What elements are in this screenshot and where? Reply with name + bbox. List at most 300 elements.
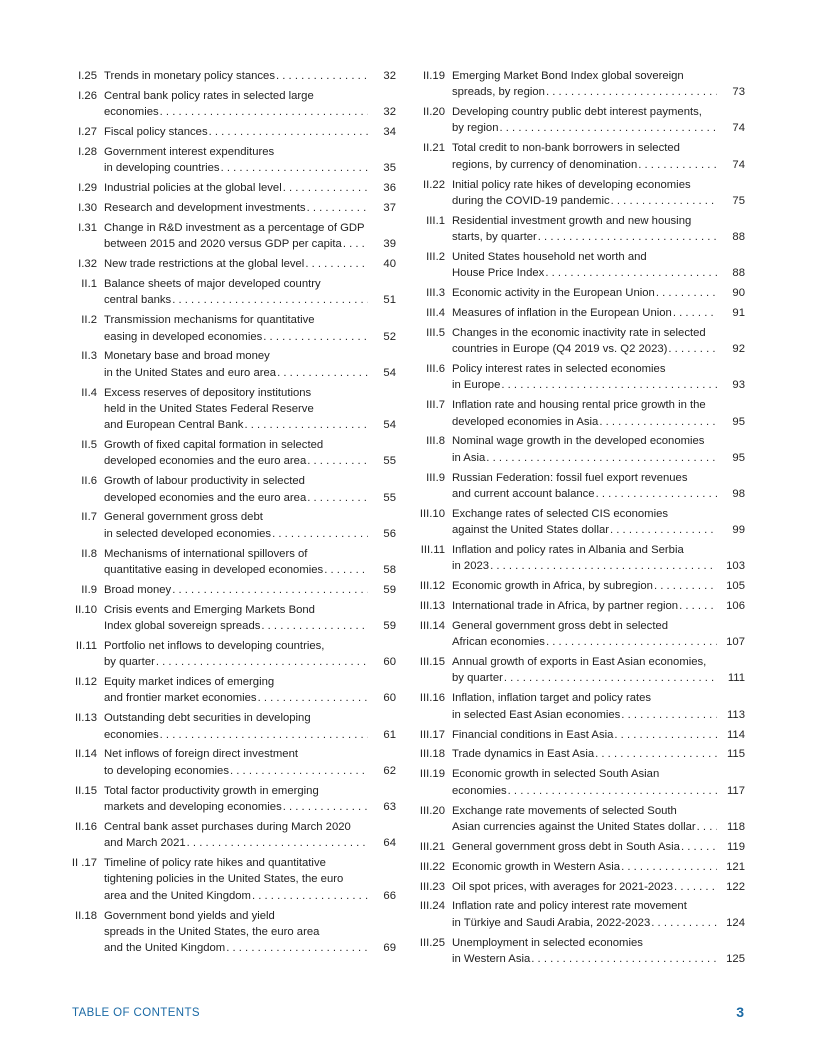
dot-leader	[537, 229, 717, 245]
figure-title-line: Developing country public debt interest payments,	[452, 106, 702, 119]
toc-entry[interactable]	[416, 690, 745, 723]
page-number[interactable]: 106	[726, 600, 745, 613]
dot-leader	[275, 68, 368, 84]
figure-title-line: Index global sovereign spreads	[104, 620, 261, 632]
figure-title-line: economies	[104, 106, 159, 119]
page-number[interactable]: 32	[383, 106, 396, 119]
toc-entry[interactable]	[416, 578, 745, 594]
dot-leader	[229, 763, 368, 779]
toc-entry[interactable]	[416, 140, 745, 173]
figure-number: II.5	[81, 439, 97, 452]
figure-title-line: Exchange rates of selected CIS economies	[452, 507, 669, 520]
figure-title-line: Measures of inflation in the European Union	[452, 307, 672, 320]
dot-leader	[282, 799, 368, 815]
figure-number: I.27	[78, 126, 97, 139]
toc-entry[interactable]	[70, 124, 396, 140]
figure-title-line: Economic growth in Western Asia	[452, 860, 621, 873]
toc-entry[interactable]	[70, 509, 396, 542]
toc-entry[interactable]	[70, 602, 396, 635]
figure-title-line: economies	[452, 784, 507, 797]
dot-leader	[545, 84, 717, 100]
figure-title-line: Inflation, inflation target and policy rates	[452, 692, 652, 705]
figure-number: III.4	[426, 307, 445, 320]
dot-leader	[260, 618, 368, 634]
footer-section-label: TABLE OF CONTENTS	[72, 1007, 200, 1019]
figure-number: III.14	[419, 620, 445, 632]
page-number[interactable]: 62	[383, 764, 396, 777]
page-number[interactable]: 88	[732, 231, 745, 244]
page-number[interactable]: 55	[383, 455, 396, 468]
figure-title-line: New trade restrictions at the global level	[104, 258, 305, 271]
dot-leader	[598, 414, 717, 430]
dot-leader	[620, 859, 717, 875]
figure-title-line: between 2015 and 2020 versus GDP per capita	[104, 238, 342, 251]
toc-entry[interactable]	[416, 68, 745, 101]
figure-title-line: spreads in the United States, the euro area	[104, 925, 320, 938]
figure-title-line: Transmission mechanisms for quantitative	[104, 314, 315, 327]
toc-entry[interactable]	[416, 177, 745, 210]
toc-entry[interactable]	[416, 433, 745, 466]
figure-title-line: developed economies and the euro area	[104, 455, 307, 468]
dot-leader	[159, 104, 368, 120]
page-number[interactable]: 54	[383, 366, 396, 379]
figure-number: II.3	[81, 350, 97, 363]
page-number[interactable]: 103	[726, 560, 745, 573]
toc-entry[interactable]	[70, 180, 396, 196]
dot-leader	[323, 562, 368, 578]
toc-entry[interactable]	[416, 935, 745, 968]
page-number[interactable]: 60	[383, 656, 396, 669]
dot-leader	[678, 598, 717, 614]
toc-entry[interactable]	[416, 361, 745, 394]
toc-entry[interactable]	[416, 598, 745, 614]
toc-right-column	[416, 68, 745, 971]
figure-title-line: Timeline of policy rate hikes and quantitative	[104, 857, 326, 870]
figure-number: II.7	[81, 511, 97, 524]
dot-leader	[489, 558, 717, 574]
figure-number: II.2	[81, 314, 97, 327]
figure-number: II.8	[81, 547, 97, 560]
figure-title-line: Net inflows of foreign direct investment	[104, 748, 299, 761]
dot-leader	[673, 879, 717, 895]
figure-title-line: House Price Index	[452, 267, 545, 280]
figure-title-line: easing in developed economies	[104, 330, 263, 343]
toc-entry[interactable]	[70, 546, 396, 579]
toc-entry[interactable]	[416, 305, 745, 321]
dot-leader	[544, 265, 717, 281]
figure-number: III.17	[419, 728, 445, 741]
page-number[interactable]: 52	[383, 330, 396, 343]
figure-number: II.19	[423, 70, 445, 82]
figure-number: III.10	[419, 507, 445, 520]
figure-title-line: in Europe	[452, 379, 501, 392]
page-number[interactable]: 119	[726, 840, 745, 853]
toc-entry[interactable]	[416, 470, 745, 503]
toc-entry[interactable]	[70, 256, 396, 272]
toc-entry[interactable]	[70, 348, 396, 381]
page-number[interactable]: 66	[383, 889, 396, 902]
page-number[interactable]: 34	[383, 126, 396, 139]
figure-number: II.4	[81, 386, 97, 399]
page-number[interactable]: 59	[383, 620, 396, 632]
toc-entry[interactable]	[70, 220, 396, 253]
figure-number: III.19	[419, 768, 445, 781]
page-number[interactable]: 35	[383, 162, 396, 175]
page-number[interactable]: 69	[383, 942, 396, 955]
dot-leader	[262, 329, 368, 345]
dot-leader	[159, 727, 368, 743]
figure-title-line: to developing economies	[104, 764, 229, 777]
figure-title-line: Research and development investments	[104, 202, 306, 215]
page-number[interactable]: 36	[383, 182, 396, 195]
dot-leader	[186, 835, 368, 851]
figure-title-line: Portfolio net inflows to developing countries,	[104, 639, 325, 652]
figure-title-line: Oil spot prices, with averages for 2021-2023	[452, 880, 674, 893]
toc-entry[interactable]	[70, 276, 396, 309]
page-number[interactable]: 125	[726, 952, 745, 965]
figure-title-line: and March 2021	[104, 837, 186, 850]
dot-leader	[171, 292, 368, 308]
figure-title-line: starts, by quarter	[452, 231, 537, 244]
figure-title-line: in Asia	[452, 451, 486, 464]
page-number[interactable]: 88	[732, 267, 745, 280]
page-number[interactable]: 113	[726, 708, 745, 721]
toc-entry[interactable]	[70, 144, 396, 177]
figure-title-line: developed economies in Asia	[452, 415, 599, 428]
figure-number: I.29	[78, 182, 97, 195]
figure-number: III.7	[426, 399, 445, 412]
page-number[interactable]: 40	[383, 258, 396, 271]
dot-leader	[485, 450, 717, 466]
toc-entry[interactable]	[70, 582, 396, 598]
figure-title-line: and the United Kingdom	[104, 942, 226, 955]
toc-entry[interactable]	[416, 213, 745, 246]
toc-entry[interactable]	[70, 312, 396, 345]
toc-entry[interactable]	[70, 200, 396, 216]
figure-number: II.6	[81, 475, 97, 488]
toc-entry[interactable]	[70, 68, 396, 84]
page-number[interactable]: 114	[726, 728, 745, 741]
toc-entry[interactable]	[416, 285, 745, 301]
figure-title-line: and current account balance	[452, 487, 595, 500]
dot-leader	[595, 486, 717, 502]
figure-title-line: developed economies and the euro area	[104, 491, 307, 504]
figure-number: II.16	[75, 820, 97, 833]
page-number[interactable]: 90	[732, 287, 745, 300]
figure-title-line: by quarter	[452, 672, 503, 685]
page-number[interactable]: 107	[726, 636, 745, 649]
page-number[interactable]: 98	[732, 487, 745, 500]
toc-entry[interactable]	[416, 766, 745, 799]
figure-title-line: Economic growth in Africa, by subregion	[452, 580, 653, 593]
dot-leader	[530, 951, 717, 967]
figure-number: III.15	[419, 656, 445, 669]
figure-number: III.1	[426, 214, 445, 227]
figure-number: II.10	[75, 603, 97, 616]
figure-title-line: General government gross debt in selected	[452, 620, 669, 632]
figure-title-line: Annual growth of exports in East Asian economies,	[452, 656, 707, 669]
figure-number: III.16	[419, 692, 445, 705]
figure-title-line: Monetary base and broad money	[104, 350, 270, 363]
figure-title-line: markets and developing economies	[104, 800, 282, 813]
figure-number: I.28	[78, 145, 97, 158]
toc-entry[interactable]	[70, 710, 396, 743]
toc-left-column	[70, 68, 396, 960]
dot-leader	[306, 200, 368, 216]
figure-title-line: regions, by currency of denomination	[452, 158, 638, 171]
figure-number: III.22	[419, 860, 445, 873]
figure-title-line: Outstanding debt securities in developing	[104, 712, 311, 725]
figure-title-line: Crisis events and Emerging Markets Bond	[104, 603, 315, 616]
figure-title-line: economies	[104, 728, 159, 741]
toc-entry[interactable]	[70, 908, 396, 957]
toc-entry[interactable]	[70, 674, 396, 707]
page-number[interactable]: 99	[732, 524, 745, 537]
page-number[interactable]: 117	[726, 784, 745, 797]
page-number[interactable]: 63	[383, 800, 396, 813]
page-number[interactable]: 39	[383, 238, 396, 251]
figure-number: II.14	[75, 748, 97, 761]
toc-entry[interactable]	[416, 325, 745, 358]
dot-leader	[155, 654, 368, 670]
dot-leader	[545, 634, 717, 650]
figure-number: II.22	[423, 178, 445, 191]
toc-entry[interactable]	[70, 783, 396, 816]
figure-title-line: Mechanisms of international spillovers of	[104, 547, 308, 560]
dot-leader	[503, 670, 717, 686]
figure-title-line: and frontier market economies	[104, 692, 257, 705]
figure-title-line: tightening policies in the United States, the euro	[104, 873, 344, 886]
figure-number: II.12	[75, 676, 97, 689]
page-number[interactable]: 64	[383, 837, 396, 850]
dot-leader	[500, 377, 717, 393]
figure-title-line: Initial policy rate hikes of developing economies	[452, 178, 691, 191]
figure-title-line: Exchange rate movements of selected South	[452, 804, 677, 817]
toc-entry[interactable]	[70, 88, 396, 121]
page-number[interactable]: 59	[383, 583, 396, 596]
page-number[interactable]: 124	[726, 916, 745, 929]
figure-title-line: Central bank policy rates in selected large	[104, 89, 314, 102]
figure-number: III.8	[426, 435, 445, 448]
figure-number: III.6	[426, 363, 445, 376]
figure-title-line: Policy interest rates in selected economies	[452, 363, 666, 376]
toc-entry[interactable]	[416, 397, 745, 430]
figure-number: II .17	[71, 857, 97, 870]
dot-leader	[304, 256, 368, 272]
figure-title-line: in selected East Asian economies	[452, 708, 621, 721]
toc-entry[interactable]	[416, 654, 745, 687]
figure-title-line: Unemployment in selected economies	[452, 936, 643, 949]
figure-title-line: General government gross debt in South Asia	[452, 840, 680, 853]
figure-number: III.13	[419, 600, 445, 613]
dot-leader	[171, 582, 368, 598]
figure-title-line: Financial conditions in East Asia	[452, 728, 614, 741]
toc-entry[interactable]	[416, 506, 745, 539]
figure-number: III.23	[419, 880, 445, 893]
figure-title-line: by region	[452, 122, 499, 135]
figure-title-line: Emerging Market Bond Index global sovereign	[452, 70, 684, 82]
figure-title-line: countries in Europe (Q4 2019 vs. Q2 2023)	[452, 343, 668, 356]
toc-entry[interactable]	[416, 839, 745, 855]
page-number[interactable]: 73	[732, 86, 745, 99]
figure-title-line: held in the United States Federal Reserve	[104, 402, 314, 415]
figure-title-line: Industrial policies at the global level	[104, 182, 282, 195]
figure-title-line: Growth of labour productivity in selected	[104, 475, 305, 488]
dot-leader	[637, 157, 717, 173]
page-number[interactable]: 95	[732, 415, 745, 428]
figure-number: II.21	[423, 142, 445, 155]
figure-title-line: in selected developed economies	[104, 527, 272, 540]
figure-title-line: spreads, by region	[452, 86, 545, 99]
dot-leader	[220, 160, 368, 176]
page-number[interactable]: 91	[732, 307, 745, 320]
figure-title-line: Economic growth in selected South Asian	[452, 768, 660, 781]
toc-entry[interactable]	[416, 618, 745, 651]
toc-entry[interactable]	[416, 859, 745, 875]
figure-title-line: by quarter	[104, 656, 155, 669]
figure-title-line: Government interest expenditures	[104, 145, 275, 158]
toc-entry[interactable]	[70, 746, 396, 779]
page-number[interactable]: 74	[732, 122, 745, 135]
page-number[interactable]: 118	[726, 820, 745, 833]
figure-title-line: International trade in Africa, by partner region	[452, 600, 679, 613]
dot-leader	[251, 888, 368, 904]
page-number[interactable]: 122	[726, 880, 745, 893]
figure-title-line: and European Central Bank	[104, 419, 244, 432]
page-number[interactable]: 111	[727, 672, 745, 685]
page-number[interactable]: 60	[383, 692, 396, 705]
figure-number: III.21	[419, 840, 445, 853]
figure-title-line: Asian currencies against the United States dollar	[452, 820, 696, 833]
dot-leader	[667, 341, 717, 357]
figure-number: III.3	[426, 287, 445, 300]
dot-leader	[620, 707, 717, 723]
page-number[interactable]: 32	[383, 70, 396, 82]
toc-entry[interactable]	[416, 879, 745, 895]
figure-title-line: Central bank asset purchases during March 2020	[104, 820, 351, 833]
dot-leader	[696, 819, 717, 835]
figure-title-line: Russian Federation: fossil fuel export revenues	[452, 471, 688, 484]
page-number[interactable]: 61	[383, 728, 396, 741]
figure-number: III.2	[426, 250, 445, 263]
figure-title-line: Fiscal policy stances	[104, 126, 208, 139]
figure-number: III.24	[419, 900, 445, 913]
figure-number: III.12	[419, 580, 445, 593]
figure-title-line: in developing countries	[104, 162, 220, 175]
figure-number: III.25	[419, 936, 445, 949]
figure-number: II.15	[75, 784, 97, 797]
dot-leader	[594, 746, 717, 762]
page-number[interactable]: 92	[732, 343, 745, 356]
figure-number: I.26	[78, 89, 97, 102]
figure-title-line: Total factor productivity growth in emerging	[104, 784, 319, 797]
figure-title-line: Total credit to non-bank borrowers in selected	[452, 142, 680, 155]
figure-title-line: Trade dynamics in East Asia	[452, 748, 595, 761]
figure-title-line: Change in R&D investment as a percentage of GDP	[104, 221, 365, 234]
figure-number: I.31	[78, 221, 97, 234]
figure-title-line: area and the United Kingdom	[104, 889, 251, 902]
page-number[interactable]: 75	[732, 194, 745, 207]
toc-entry[interactable]	[416, 542, 745, 575]
dot-leader	[655, 285, 717, 301]
figure-title-line: Government bond yields and yield	[104, 909, 275, 922]
toc-entry[interactable]	[416, 898, 745, 931]
toc-entry[interactable]	[416, 727, 745, 743]
figure-title-line: Inflation rate and housing rental price growth in the	[452, 399, 706, 412]
toc-entry[interactable]	[416, 746, 745, 762]
page-number[interactable]: 121	[726, 860, 745, 873]
page-number[interactable]: 105	[726, 580, 745, 593]
dot-leader	[276, 365, 368, 381]
dot-leader	[243, 417, 368, 433]
dot-leader	[650, 915, 717, 931]
page-number[interactable]: 54	[383, 419, 396, 432]
figure-title-line: during the COVID-19 pandemic	[452, 194, 610, 207]
dot-leader	[498, 120, 717, 136]
figure-number: II.20	[423, 106, 445, 119]
toc-entry[interactable]	[70, 385, 396, 434]
figure-title-line: Economic activity in the European Union	[452, 287, 655, 300]
page-number[interactable]: 55	[383, 491, 396, 504]
page-number[interactable]: 115	[726, 748, 745, 761]
figure-number: II.9	[81, 583, 97, 596]
figure-title-line: Changes in the economic inactivity rate in selected	[452, 326, 706, 339]
figure-title-line: Equity market indices of emerging	[104, 676, 275, 689]
figure-title-line: in Western Asia	[452, 952, 531, 965]
toc-entry[interactable]	[416, 249, 745, 282]
dot-leader	[610, 193, 717, 209]
page-number[interactable]: 58	[383, 563, 396, 576]
dot-leader	[507, 783, 717, 799]
dot-leader	[613, 727, 717, 743]
figure-title-line: in 2023	[452, 560, 490, 573]
figure-number: II.1	[81, 278, 97, 291]
figure-title-line: Inflation and policy rates in Albania and Serbia	[452, 544, 684, 557]
toc-entry[interactable]	[416, 104, 745, 137]
figure-title-line: in the United States and euro area	[104, 366, 277, 379]
figure-title-line: Balance sheets of major developed country	[104, 278, 321, 291]
toc-entry[interactable]	[70, 638, 396, 671]
figure-number: I.25	[78, 70, 97, 82]
dot-leader	[653, 578, 717, 594]
dot-leader	[342, 236, 368, 252]
figure-title-line: General government gross debt	[104, 511, 263, 524]
figure-number: I.32	[78, 258, 97, 271]
dot-leader	[306, 490, 368, 506]
dot-leader	[672, 305, 717, 321]
figure-title-line: against the United States dollar	[452, 524, 609, 537]
dot-leader	[609, 522, 717, 538]
toc-entry[interactable]	[70, 855, 396, 904]
figure-number: III.20	[419, 804, 445, 817]
figure-title-line: Excess reserves of depository institutions	[104, 386, 312, 399]
page-number[interactable]: 74	[732, 158, 745, 171]
page-number[interactable]: 95	[732, 451, 745, 464]
page-number[interactable]: 56	[383, 527, 396, 540]
page-number[interactable]: 93	[732, 379, 745, 392]
dot-leader	[271, 526, 368, 542]
toc-entry[interactable]	[70, 437, 396, 470]
page-number[interactable]: 51	[383, 294, 396, 307]
figure-title-line: Growth of fixed capital formation in selected	[104, 439, 324, 452]
dot-leader	[257, 690, 368, 706]
page-number[interactable]: 37	[383, 202, 396, 215]
toc-entry[interactable]	[70, 473, 396, 506]
toc-entry[interactable]	[416, 803, 745, 836]
dot-leader	[306, 453, 368, 469]
toc-entry[interactable]	[70, 819, 396, 852]
figure-title-line: quantitative easing in developed economies	[104, 563, 324, 576]
